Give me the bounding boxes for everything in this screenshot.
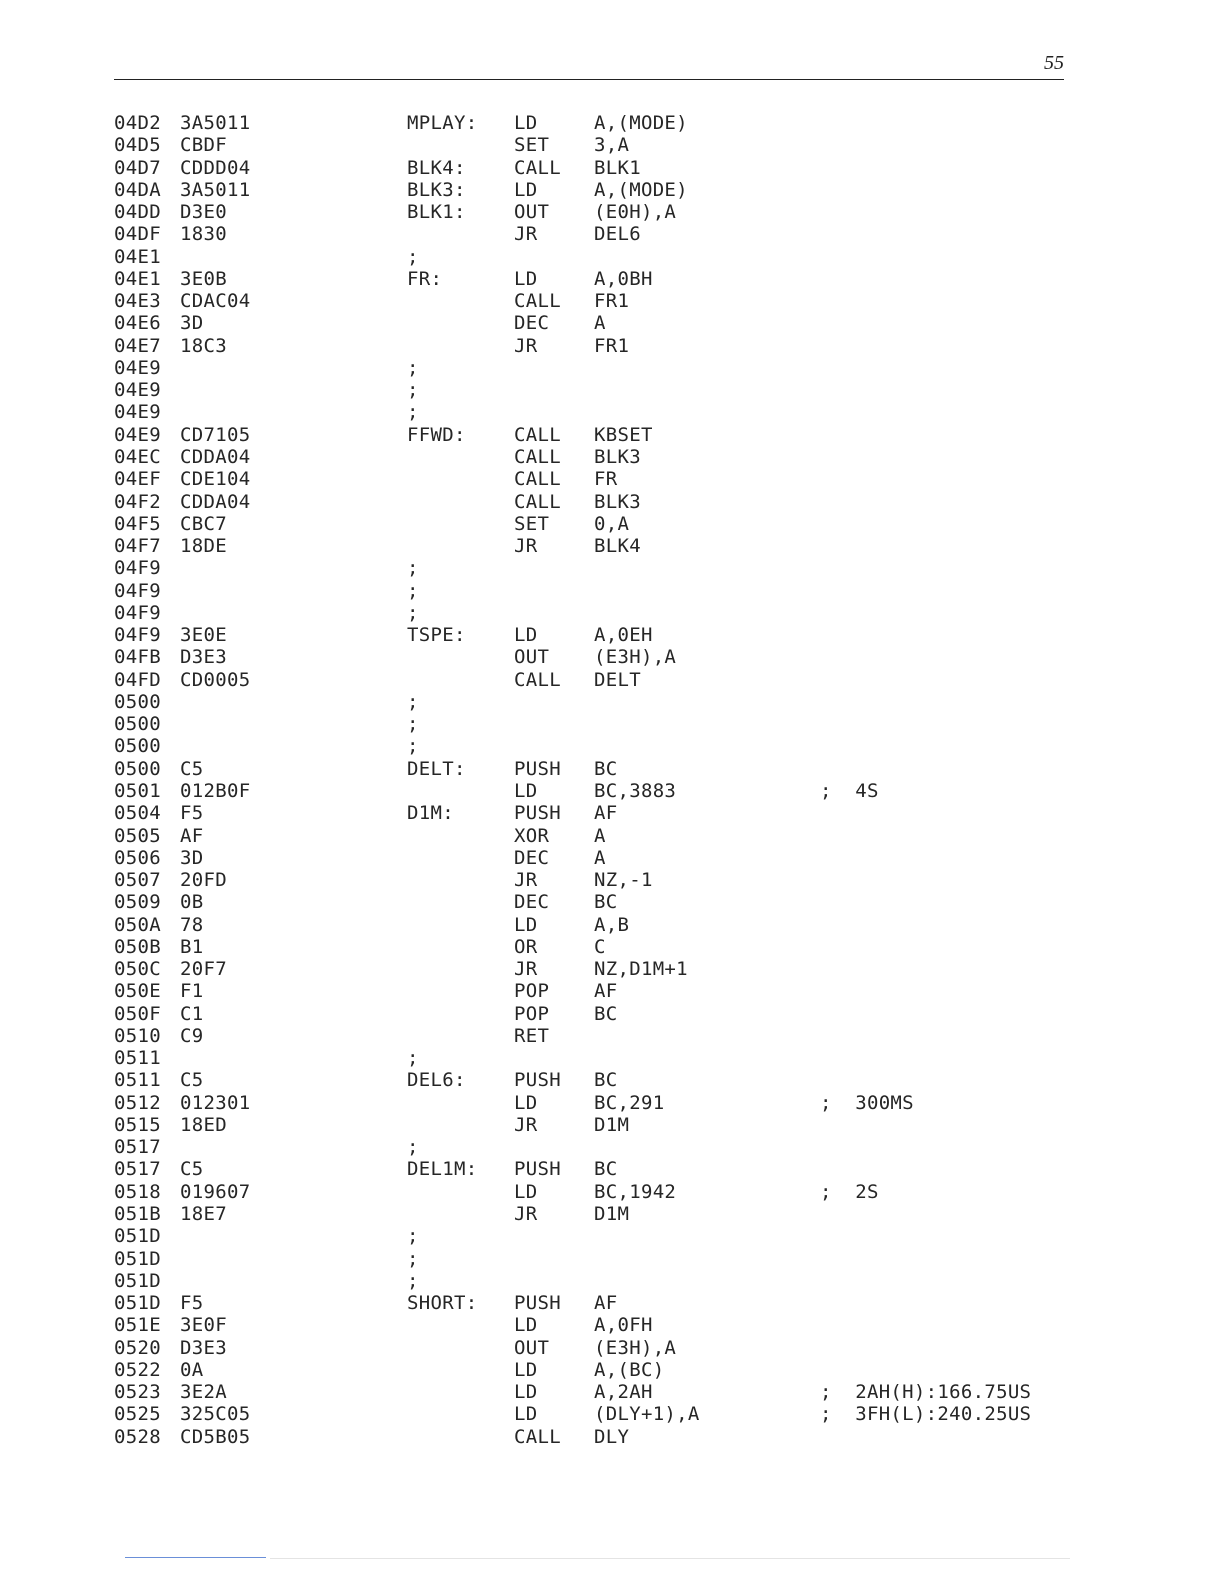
label: ; — [407, 1047, 419, 1070]
operand: BC,291 — [594, 1091, 665, 1114]
operand: BC,3883 — [594, 779, 677, 802]
address: 0511 — [114, 1069, 161, 1092]
operand: A,0EH — [594, 624, 653, 647]
operand: AF — [594, 802, 618, 825]
machine-code: CDDA04 — [180, 445, 251, 468]
mnemonic: JR — [514, 334, 538, 357]
machine-code: CDE104 — [180, 468, 251, 491]
label: DEL1M: — [407, 1158, 478, 1181]
label: ; — [407, 401, 419, 424]
label: ; — [407, 579, 419, 602]
address: 04E9 — [114, 401, 161, 424]
label: TSPE: — [407, 624, 466, 647]
address: 051D — [114, 1269, 161, 1292]
machine-code: 012B0F — [180, 779, 251, 802]
operand: AF — [594, 980, 618, 1003]
listing-line — [114, 201, 1064, 223]
operand: AF — [594, 1292, 618, 1315]
machine-code: CD0005 — [180, 668, 251, 691]
operand: KBSET — [594, 423, 653, 446]
listing-line — [114, 112, 1064, 134]
operand: BLK1 — [594, 156, 641, 179]
comment: ; 3FH(L):240.25US — [820, 1403, 1032, 1426]
machine-code: 18DE — [180, 535, 227, 558]
listing-line — [114, 335, 1064, 357]
assembly-listing — [114, 112, 1064, 1448]
operand: BLK3 — [594, 490, 641, 513]
address: 0518 — [114, 1180, 161, 1203]
machine-code: C9 — [180, 1024, 204, 1047]
listing-line — [114, 669, 1064, 691]
listing-line — [114, 468, 1064, 490]
machine-code: 3E0E — [180, 624, 227, 647]
mnemonic: XOR — [514, 824, 550, 847]
address: 0515 — [114, 1113, 161, 1136]
listing-line — [114, 936, 1064, 958]
operand: A,2AH — [594, 1381, 653, 1404]
address: 04E1 — [114, 245, 161, 268]
operand: BLK4 — [594, 535, 641, 558]
label: BLK1: — [407, 201, 466, 224]
machine-code: 20F7 — [180, 958, 227, 981]
listing-line — [114, 424, 1064, 446]
address: 0500 — [114, 735, 161, 758]
operand: A,(MODE) — [594, 112, 688, 134]
listing-line — [114, 1114, 1064, 1136]
mnemonic: LD — [514, 1180, 538, 1203]
operand: 0,A — [594, 512, 630, 535]
machine-code: 019607 — [180, 1180, 251, 1203]
header-rule — [114, 79, 1064, 80]
address: 0517 — [114, 1136, 161, 1159]
listing-line — [114, 134, 1064, 156]
operand: FR1 — [594, 290, 630, 313]
label: MPLAY: — [407, 112, 478, 134]
operand: A,(MODE) — [594, 178, 688, 201]
mnemonic: LD — [514, 1381, 538, 1404]
listing-line — [114, 1003, 1064, 1025]
label: ; — [407, 1136, 419, 1159]
machine-code: C5 — [180, 757, 204, 780]
machine-code: CBDF — [180, 134, 227, 157]
machine-code: 78 — [180, 913, 204, 936]
mnemonic: JR — [514, 1113, 538, 1136]
comment: ; 2S — [820, 1180, 879, 1203]
mnemonic: CALL — [514, 668, 561, 691]
address: 04D7 — [114, 156, 161, 179]
address: 04DD — [114, 201, 161, 224]
machine-code: F5 — [180, 1292, 204, 1315]
address: 0511 — [114, 1047, 161, 1070]
mnemonic: LD — [514, 624, 538, 647]
address: 0506 — [114, 846, 161, 869]
label: ; — [407, 713, 419, 736]
address: 0528 — [114, 1425, 161, 1448]
operand: C — [594, 935, 606, 958]
operand: A,0FH — [594, 1314, 653, 1337]
operand: BLK3 — [594, 445, 641, 468]
mnemonic: CALL — [514, 468, 561, 491]
address: 04E7 — [114, 334, 161, 357]
mnemonic: PUSH — [514, 802, 561, 825]
mnemonic: LD — [514, 1091, 538, 1114]
address: 0500 — [114, 757, 161, 780]
listing-line — [114, 379, 1064, 401]
mnemonic: JR — [514, 958, 538, 981]
listing-line — [114, 1181, 1064, 1203]
listing-line — [114, 1270, 1064, 1292]
operand: BC — [594, 1002, 618, 1025]
address: 0509 — [114, 891, 161, 914]
comment: ; 2AH(H):166.75US — [820, 1381, 1032, 1404]
label: SHORT: — [407, 1292, 478, 1315]
machine-code: CD7105 — [180, 423, 251, 446]
listing-line — [114, 1337, 1064, 1359]
address: 04DA — [114, 178, 161, 201]
listing-line — [114, 1203, 1064, 1225]
label: BLK3: — [407, 178, 466, 201]
listing-line — [114, 1403, 1064, 1425]
operand: D1M — [594, 1203, 630, 1226]
machine-code: 1830 — [180, 223, 227, 246]
operand: BC — [594, 891, 618, 914]
address: 04EC — [114, 445, 161, 468]
address: 04E9 — [114, 379, 161, 402]
listing-line — [114, 825, 1064, 847]
label: BLK4: — [407, 156, 466, 179]
mnemonic: LD — [514, 267, 538, 290]
mnemonic: PUSH — [514, 757, 561, 780]
listing-line — [114, 401, 1064, 423]
machine-code: CBC7 — [180, 512, 227, 535]
address: 0517 — [114, 1158, 161, 1181]
listing-line — [114, 157, 1064, 179]
mnemonic: OUT — [514, 201, 550, 224]
address: 0500 — [114, 713, 161, 736]
listing-line — [114, 557, 1064, 579]
listing-line — [114, 624, 1064, 646]
machine-code: 18ED — [180, 1113, 227, 1136]
address: 051D — [114, 1247, 161, 1270]
address: 0507 — [114, 869, 161, 892]
listing-line — [114, 891, 1064, 913]
machine-code: CDDA04 — [180, 490, 251, 513]
listing-line — [114, 758, 1064, 780]
mnemonic: JR — [514, 535, 538, 558]
mnemonic: JR — [514, 1203, 538, 1226]
label: DEL6: — [407, 1069, 466, 1092]
address: 04D2 — [114, 112, 161, 134]
address: 0500 — [114, 690, 161, 713]
listing-line — [114, 1314, 1064, 1336]
mnemonic: DEC — [514, 312, 550, 335]
mnemonic: OR — [514, 935, 538, 958]
operand: A,(BC) — [594, 1358, 665, 1381]
comment: ; 300MS — [820, 1091, 914, 1114]
address: 0512 — [114, 1091, 161, 1114]
mnemonic: LD — [514, 1314, 538, 1337]
listing-line — [114, 290, 1064, 312]
machine-code: CD5B05 — [180, 1425, 251, 1448]
address: 04F9 — [114, 624, 161, 647]
mnemonic: POP — [514, 1002, 550, 1025]
label: ; — [407, 1247, 419, 1270]
machine-code: 325C05 — [180, 1403, 251, 1426]
mnemonic: OUT — [514, 646, 550, 669]
mnemonic: OUT — [514, 1336, 550, 1359]
listing-line — [114, 691, 1064, 713]
mnemonic: DEC — [514, 891, 550, 914]
address: 0522 — [114, 1358, 161, 1381]
address: 04E9 — [114, 356, 161, 379]
listing-line — [114, 580, 1064, 602]
listing-line — [114, 1359, 1064, 1381]
operand: A,B — [594, 913, 630, 936]
listing-line — [114, 1225, 1064, 1247]
address: 04F7 — [114, 535, 161, 558]
machine-code: 20FD — [180, 869, 227, 892]
listing-line — [114, 312, 1064, 334]
machine-code: CDDD04 — [180, 156, 251, 179]
address: 04FD — [114, 668, 161, 691]
machine-code: 3E2A — [180, 1381, 227, 1404]
mnemonic: LD — [514, 913, 538, 936]
mnemonic: DEC — [514, 846, 550, 869]
operand: DEL6 — [594, 223, 641, 246]
address: 051D — [114, 1225, 161, 1248]
machine-code: 0B — [180, 891, 204, 914]
listing-line — [114, 1158, 1064, 1180]
address: 050A — [114, 913, 161, 936]
address: 04E9 — [114, 423, 161, 446]
mnemonic: CALL — [514, 1425, 561, 1448]
address: 051D — [114, 1292, 161, 1315]
machine-code: D3E3 — [180, 1336, 227, 1359]
mnemonic: LD — [514, 1358, 538, 1381]
operand: BC — [594, 1069, 618, 1092]
operand: (E0H),A — [594, 201, 677, 224]
mnemonic: SET — [514, 134, 550, 157]
operand: (DLY+1),A — [594, 1403, 700, 1426]
machine-code: B1 — [180, 935, 204, 958]
listing-line — [114, 1025, 1064, 1047]
address: 0510 — [114, 1024, 161, 1047]
machine-code: 3A5011 — [180, 178, 251, 201]
address: 0501 — [114, 779, 161, 802]
mnemonic: PUSH — [514, 1069, 561, 1092]
listing-line — [114, 1069, 1064, 1091]
operand: (E3H),A — [594, 646, 677, 669]
label: ; — [407, 379, 419, 402]
label: ; — [407, 601, 419, 624]
machine-code: F5 — [180, 802, 204, 825]
machine-code: AF — [180, 824, 204, 847]
address: 051B — [114, 1203, 161, 1226]
machine-code: 012301 — [180, 1091, 251, 1114]
mnemonic: CALL — [514, 290, 561, 313]
listing-line — [114, 179, 1064, 201]
listing-line — [114, 980, 1064, 1002]
address: 04E6 — [114, 312, 161, 335]
mnemonic: LD — [514, 779, 538, 802]
address: 04F5 — [114, 512, 161, 535]
machine-code: CDAC04 — [180, 290, 251, 313]
listing-line — [114, 646, 1064, 668]
mnemonic: CALL — [514, 445, 561, 468]
operand: DELT — [594, 668, 641, 691]
address: 04E3 — [114, 290, 161, 313]
mnemonic: CALL — [514, 156, 561, 179]
listing-line — [114, 1248, 1064, 1270]
listing-line — [114, 223, 1064, 245]
label: ; — [407, 735, 419, 758]
label: ; — [407, 1225, 419, 1248]
operand: BC,1942 — [594, 1180, 677, 1203]
listing-line — [114, 1092, 1064, 1114]
mnemonic: JR — [514, 869, 538, 892]
operand: NZ,-1 — [594, 869, 653, 892]
address: 0505 — [114, 824, 161, 847]
machine-code: C5 — [180, 1069, 204, 1092]
operand: DLY — [594, 1425, 630, 1448]
operand: NZ,D1M+1 — [594, 958, 688, 981]
address: 0525 — [114, 1403, 161, 1426]
mnemonic: LD — [514, 112, 538, 134]
label: ; — [407, 356, 419, 379]
address: 0523 — [114, 1381, 161, 1404]
address: 04FB — [114, 646, 161, 669]
listing-line — [114, 1381, 1064, 1403]
listing-line — [114, 246, 1064, 268]
mnemonic: PUSH — [514, 1158, 561, 1181]
mnemonic: PUSH — [514, 1292, 561, 1315]
listing-line — [114, 1136, 1064, 1158]
mnemonic: LD — [514, 1403, 538, 1426]
listing-line — [114, 914, 1064, 936]
address: 04F9 — [114, 601, 161, 624]
address: 04F9 — [114, 579, 161, 602]
listing-line — [114, 869, 1064, 891]
machine-code: F1 — [180, 980, 204, 1003]
operand: FR1 — [594, 334, 630, 357]
mnemonic: RET — [514, 1024, 550, 1047]
address: 04F9 — [114, 557, 161, 580]
label: FFWD: — [407, 423, 466, 446]
machine-code: C1 — [180, 1002, 204, 1025]
operand: BC — [594, 757, 618, 780]
mnemonic: JR — [514, 223, 538, 246]
listing-line — [114, 847, 1064, 869]
mnemonic: SET — [514, 512, 550, 535]
operand: (E3H),A — [594, 1336, 677, 1359]
operand: 3,A — [594, 134, 630, 157]
machine-code: 3A5011 — [180, 112, 251, 134]
operand: FR — [594, 468, 618, 491]
label: ; — [407, 1269, 419, 1292]
listing-line — [114, 1047, 1064, 1069]
operand: A,0BH — [594, 267, 653, 290]
address: 051E — [114, 1314, 161, 1337]
listing-line — [114, 535, 1064, 557]
listing-line — [114, 268, 1064, 290]
listing-line — [114, 802, 1064, 824]
machine-code: 3E0F — [180, 1314, 227, 1337]
address: 0504 — [114, 802, 161, 825]
listing-line — [114, 491, 1064, 513]
operand: A — [594, 824, 606, 847]
machine-code: 3D — [180, 312, 204, 335]
machine-code: 3D — [180, 846, 204, 869]
listing-line — [114, 735, 1064, 757]
address: 0520 — [114, 1336, 161, 1359]
machine-code: D3E0 — [180, 201, 227, 224]
listing-line — [114, 1292, 1064, 1314]
label: FR: — [407, 267, 443, 290]
machine-code: 18E7 — [180, 1203, 227, 1226]
listing-line — [114, 1426, 1064, 1448]
address: 04DF — [114, 223, 161, 246]
mnemonic: POP — [514, 980, 550, 1003]
label: ; — [407, 690, 419, 713]
listing-line — [114, 357, 1064, 379]
machine-code: 0A — [180, 1358, 204, 1381]
address: 050E — [114, 980, 161, 1003]
address: 04F2 — [114, 490, 161, 513]
listing-line — [114, 958, 1064, 980]
comment: ; 4S — [820, 779, 879, 802]
address: 050B — [114, 935, 161, 958]
machine-code: 3E0B — [180, 267, 227, 290]
listing-line — [114, 513, 1064, 535]
address: 04D5 — [114, 134, 161, 157]
operand: D1M — [594, 1113, 630, 1136]
machine-code: 18C3 — [180, 334, 227, 357]
address: 04EF — [114, 468, 161, 491]
mnemonic: CALL — [514, 423, 561, 446]
listing-line — [114, 446, 1064, 468]
operand: A — [594, 846, 606, 869]
machine-code: C5 — [180, 1158, 204, 1181]
address: 050C — [114, 958, 161, 981]
operand: BC — [594, 1158, 618, 1181]
listing-line — [114, 713, 1064, 735]
footer-rule — [270, 1558, 1070, 1559]
label: ; — [407, 245, 419, 268]
mnemonic: CALL — [514, 490, 561, 513]
address: 050F — [114, 1002, 161, 1025]
operand: A — [594, 312, 606, 335]
listing-line — [114, 780, 1064, 802]
label: DELT: — [407, 757, 466, 780]
address: 04E1 — [114, 267, 161, 290]
listing-line — [114, 602, 1064, 624]
mnemonic: LD — [514, 178, 538, 201]
label: D1M: — [407, 802, 454, 825]
label: ; — [407, 557, 419, 580]
machine-code: D3E3 — [180, 646, 227, 669]
footer-link-underline — [125, 1557, 266, 1558]
page-number: 55 — [1044, 52, 1064, 74]
